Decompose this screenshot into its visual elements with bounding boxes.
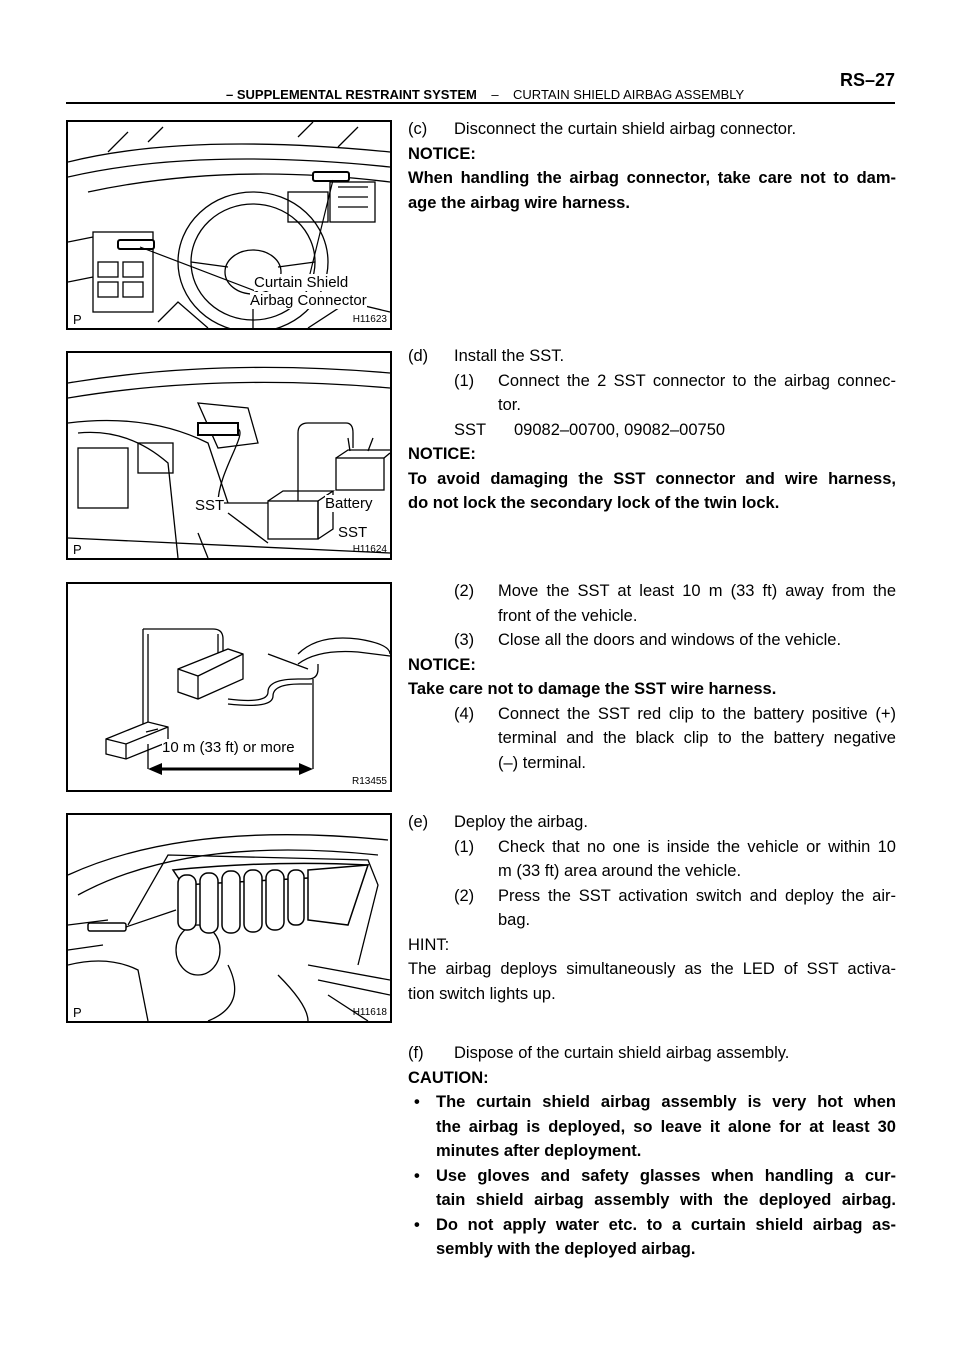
notice-label: NOTICE: <box>408 445 476 463</box>
header-subsection: CURTAIN SHIELD AIRBAG ASSEMBLY <box>513 87 745 102</box>
page-number: RS–27 <box>839 70 895 90</box>
substep-tag: (1) <box>454 837 475 856</box>
figure-p-mark: P <box>73 1005 82 1020</box>
figure-connector <box>66 120 392 330</box>
step-tag: (d) <box>408 347 429 365</box>
header-separator: – <box>491 87 499 102</box>
bullet: • <box>414 1166 420 1185</box>
caution-text: minutes after deployment. <box>436 1142 642 1160</box>
substep-text: Press the SST activation switch and deploy the air- <box>498 886 896 905</box>
step-text: Dispose of the curtain shield airbag assembly. <box>454 1044 790 1062</box>
label-sst-right: SST <box>338 524 368 541</box>
notice-label: NOTICE: <box>408 655 476 674</box>
notice-text: Take care not to damage the SST wire harness. <box>408 680 777 698</box>
page-header <box>66 70 895 102</box>
figure-p-mark: P <box>73 542 82 557</box>
step-tag: (f) <box>408 1044 424 1062</box>
notice-text: When handling the airbag connector, take care not to dam- <box>408 169 896 187</box>
figure-code: H11623 <box>352 314 387 325</box>
label-curtain-shield: Curtain Shield <box>254 274 349 291</box>
label-airbag-connector: Airbag Connector <box>250 292 367 309</box>
caution-label: CAUTION: <box>408 1068 489 1087</box>
caution-text: Use gloves and safety glasses when handling a cur- <box>436 1166 896 1185</box>
step-d-cont <box>408 579 896 775</box>
figure-p-mark: P <box>73 312 82 327</box>
notice-label: NOTICE: <box>408 144 476 163</box>
sst-distance-illustration <box>68 584 390 790</box>
substep-tag: (2) <box>454 582 475 600</box>
header-title <box>226 87 744 102</box>
substep-tag: (4) <box>454 704 475 723</box>
bullet: • <box>414 1093 420 1111</box>
figure-code: R13455 <box>351 776 387 787</box>
substep-text: Check that no one is inside the vehicle or within 10 <box>498 837 896 856</box>
hint-label: HINT: <box>408 935 450 954</box>
step-text: Install the SST. <box>454 347 565 365</box>
figure-code: H11618 <box>352 1007 387 1018</box>
substep-text: tor. <box>498 396 521 414</box>
header-rule <box>66 102 895 104</box>
substep-text: front of the vehicle. <box>498 606 638 625</box>
label-battery: Battery <box>325 495 373 512</box>
sst-codes: 09082–00700, 09082–00750 <box>514 420 726 439</box>
step-c <box>408 117 896 215</box>
header-section: – SUPPLEMENTAL RESTRAINT SYSTEM <box>226 87 477 102</box>
substep-text: m (33 ft) area around the vehicle. <box>498 862 742 880</box>
step-text: Disconnect the curtain shield airbag connector. <box>454 120 797 138</box>
substep-tag: (1) <box>454 371 475 390</box>
substep-text: Close all the doors and windows of the vehicle. <box>498 631 842 649</box>
substep-text: Move the SST at least 10 m (33 ft) away from the <box>498 582 896 600</box>
hint-text: tion switch lights up. <box>408 984 556 1003</box>
label-distance: 10 m (33 ft) or more <box>162 739 295 756</box>
bullet: • <box>414 1215 420 1234</box>
step-tag: (c) <box>408 120 428 138</box>
step-f <box>408 1041 896 1262</box>
deployed-airbag-illustration <box>68 815 390 1021</box>
notice-text: age the airbag wire harness. <box>408 193 630 212</box>
substep-tag: (3) <box>454 631 475 649</box>
substep-text: (–) terminal. <box>498 753 587 772</box>
figure-code: H11624 <box>352 544 387 555</box>
caution-text: the airbag is deployed, so leave it alone for at least 30 <box>436 1117 896 1136</box>
step-tag: (e) <box>408 813 429 831</box>
step-e <box>408 810 896 1006</box>
substep-text: bag. <box>498 911 531 929</box>
notice-text: do not lock the secondary lock of the twin lock. <box>408 494 780 512</box>
figure-sst-distance <box>66 582 392 792</box>
substep-text: Connect the SST red clip to the battery positive (+) <box>498 704 896 723</box>
caution-text: The curtain shield airbag assembly is very hot when <box>436 1093 896 1111</box>
caution-text: Do not apply water etc. to a curtain shield airbag as- <box>436 1215 896 1234</box>
label-sst-left: SST <box>195 497 225 514</box>
hint-text: The airbag deploys simultaneously as the LED of SST activa- <box>408 960 896 978</box>
notice-text: To avoid damaging the SST connector and wire harness, <box>408 469 896 488</box>
caution-text: tain shield airbag assembly with the deployed airbag. <box>436 1191 896 1209</box>
figure-airbag-deployed <box>66 813 392 1023</box>
figure-sst-install <box>66 351 392 560</box>
substep-text: terminal and the black clip to the battery negative <box>498 729 896 747</box>
sst-label: SST <box>454 420 487 439</box>
step-text: Deploy the airbag. <box>454 813 588 831</box>
step-d <box>408 344 896 516</box>
substep-text: Connect the 2 SST connector to the airbag connec- <box>498 371 896 390</box>
caution-text: sembly with the deployed airbag. <box>436 1240 696 1258</box>
substep-tag: (2) <box>454 886 475 905</box>
